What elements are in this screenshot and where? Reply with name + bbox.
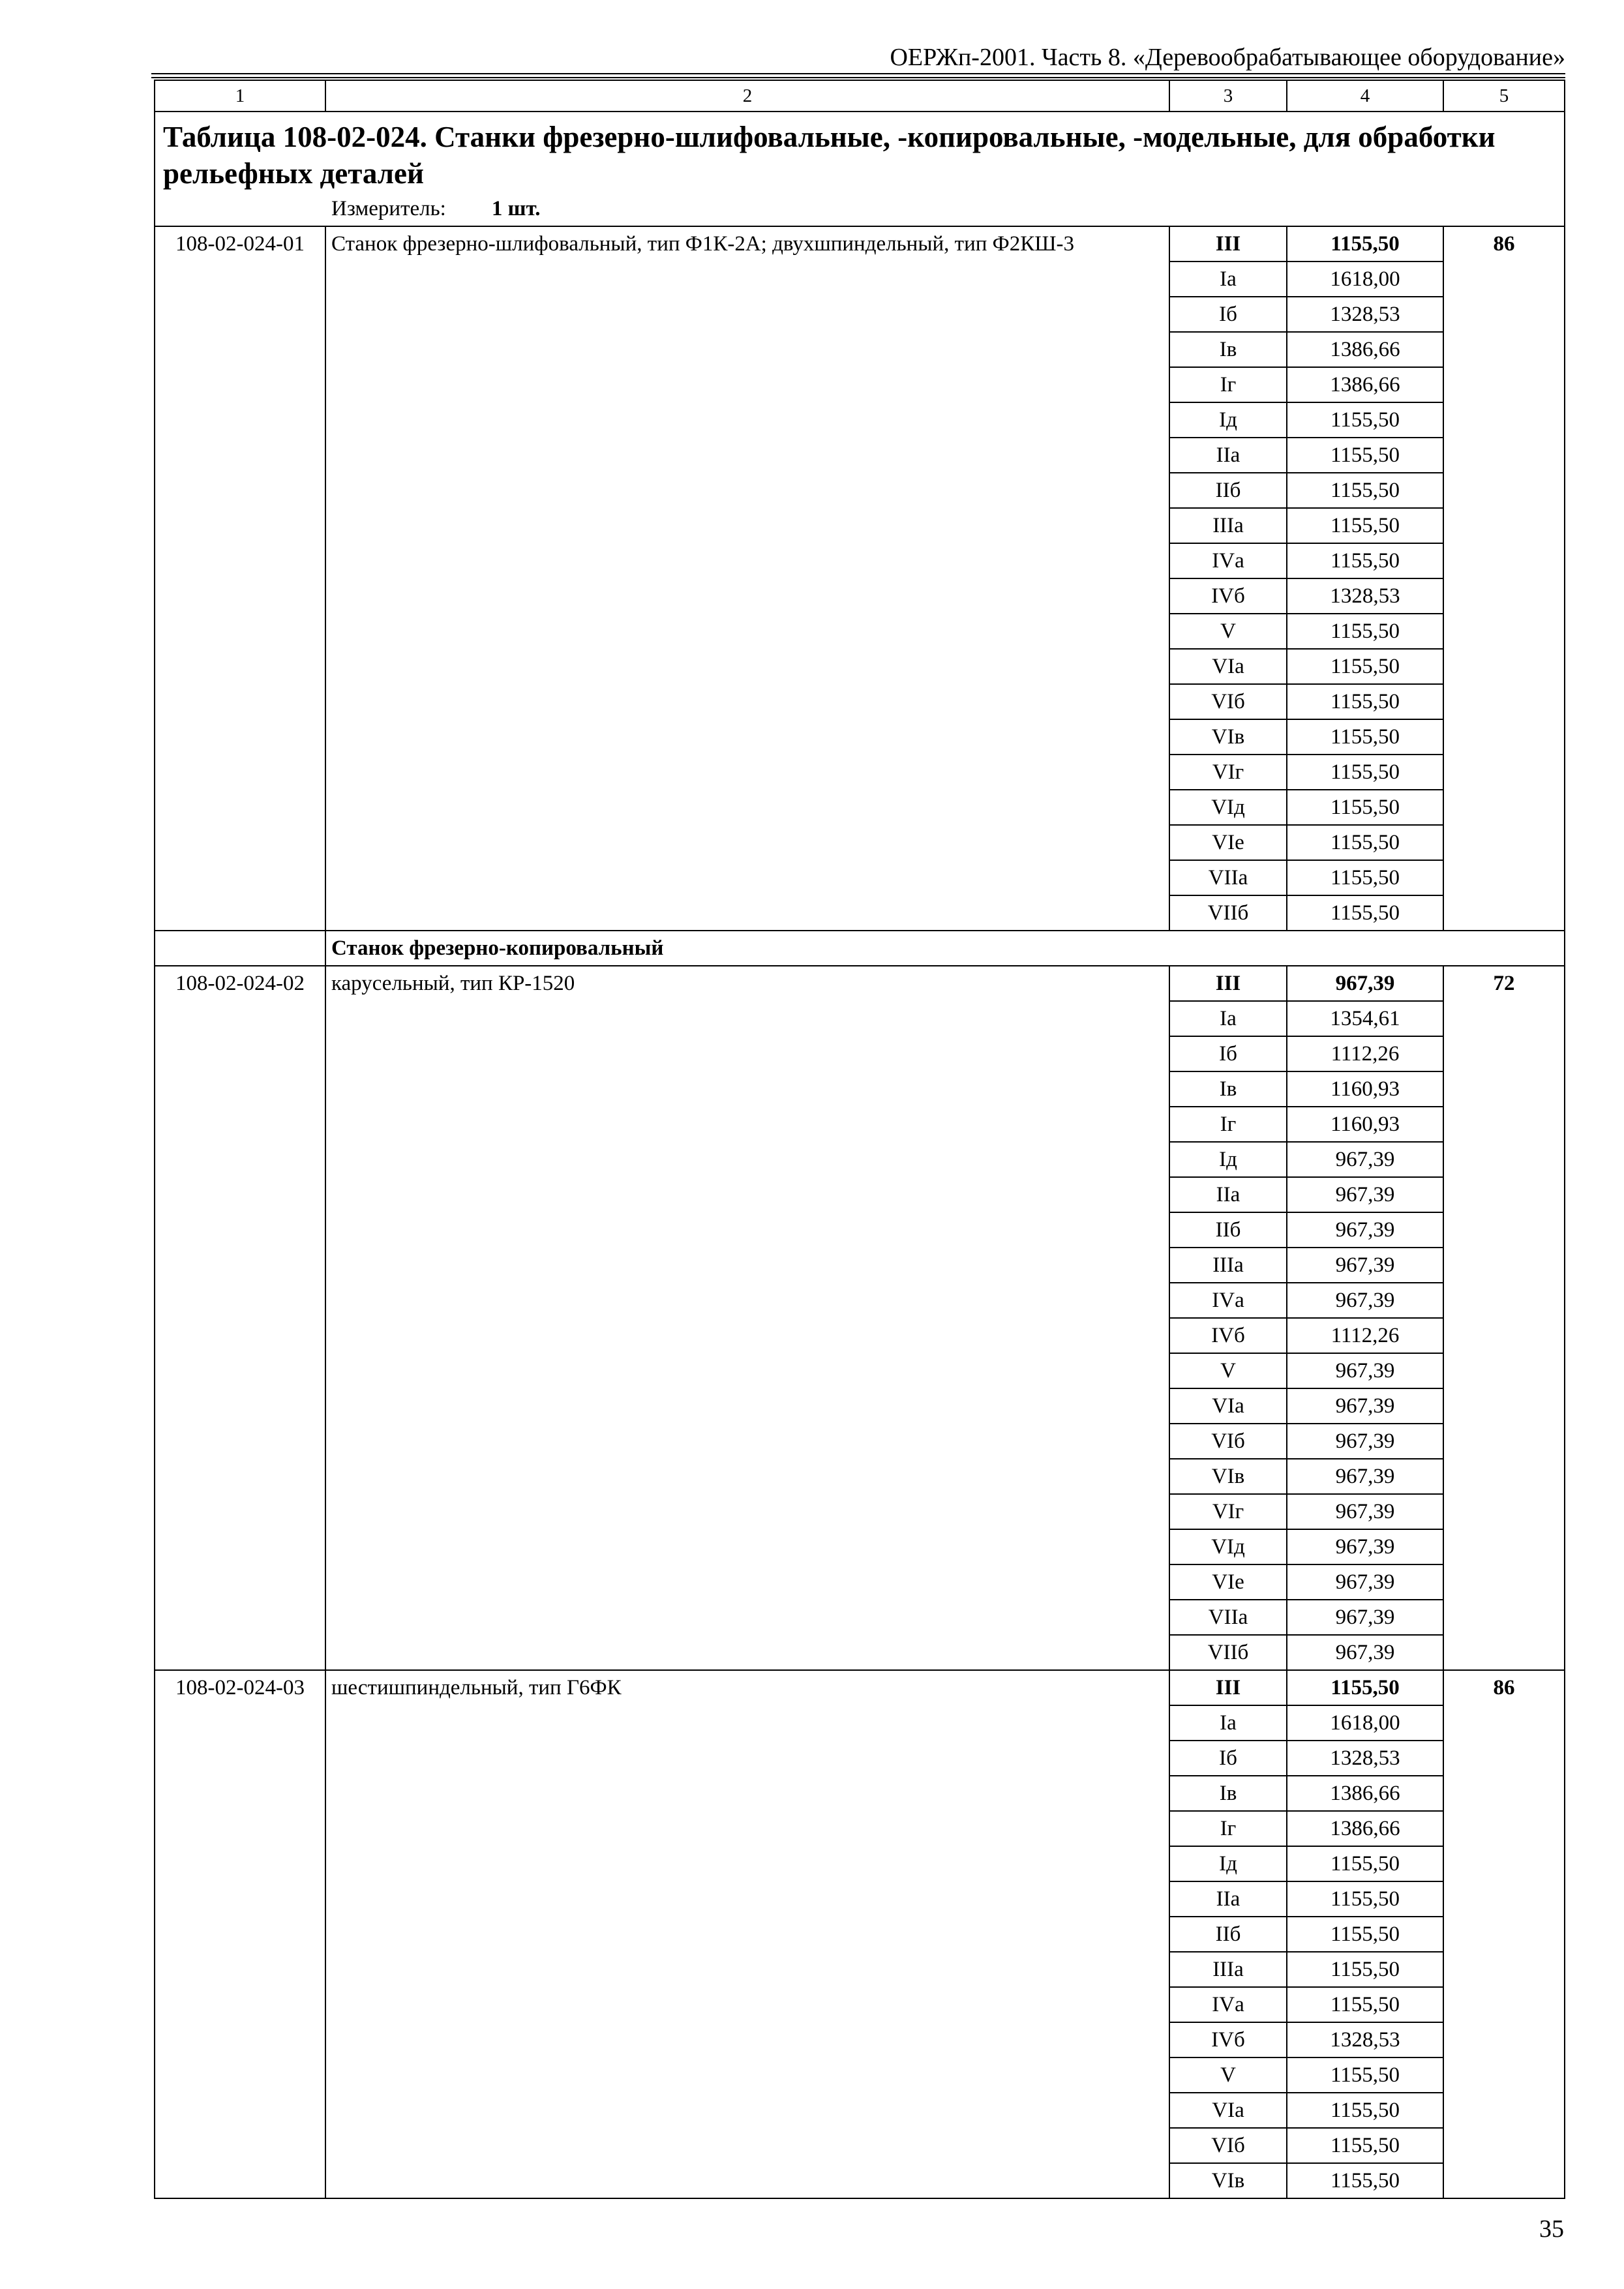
region-code: Iб: [1169, 1036, 1287, 1071]
price-value: 1155,50: [1287, 543, 1443, 578]
price-value: 1386,66: [1287, 1811, 1443, 1846]
table-title-row: [155, 112, 1565, 192]
header-rule: [151, 73, 1565, 78]
price-value: 1155,50: [1287, 1670, 1443, 1705]
price-value: 1386,66: [1287, 332, 1443, 367]
region-code: IIа: [1169, 1881, 1287, 1917]
price-value: 1155,50: [1287, 614, 1443, 649]
price-value: 1155,50: [1287, 1987, 1443, 2022]
meter-cell: [155, 192, 1565, 226]
price-value: 1155,50: [1287, 2057, 1443, 2093]
item-description: Станок фрезерно-шлифовальный, тип Ф1К-2А; двухшпиндельный, тип Ф2КШ-3: [325, 226, 1169, 931]
region-code: Iа: [1169, 1705, 1287, 1741]
price-value: 1618,00: [1287, 262, 1443, 297]
region-code: VIIа: [1169, 1600, 1287, 1635]
price-value: 1328,53: [1287, 2022, 1443, 2057]
region-code: Iг: [1169, 367, 1287, 402]
item-description: карусельный, тип КР-1520: [325, 966, 1169, 1670]
region-code: IVа: [1169, 1283, 1287, 1318]
item-code: 108-02-024-01: [155, 226, 325, 931]
region-code: Iв: [1169, 1776, 1287, 1811]
region-code: V: [1169, 614, 1287, 649]
price-table-body: [155, 80, 1565, 2198]
region-code: VIIб: [1169, 1635, 1287, 1670]
region-code: VIб: [1169, 2128, 1287, 2163]
region-code: Iг: [1169, 1811, 1287, 1846]
region-code: VIд: [1169, 790, 1287, 825]
region-code: Iб: [1169, 1741, 1287, 1776]
region-code: Iд: [1169, 402, 1287, 438]
price-value: 1354,61: [1287, 1001, 1443, 1036]
region-code: VIе: [1169, 1564, 1287, 1600]
price-value: 1155,50: [1287, 1881, 1443, 1917]
column-number-row: [155, 80, 1565, 112]
region-code: Iб: [1169, 297, 1287, 332]
price-value: 1155,50: [1287, 1952, 1443, 1987]
price-value: 1328,53: [1287, 578, 1443, 614]
meter-row: [155, 192, 1565, 226]
subheading-row: [155, 931, 1565, 966]
table-title: Таблица 108-02-024. Станки фрезерно-шлифовальные, -копировальные, -модельные, для обработки рельефных деталей: [155, 112, 1565, 192]
region-code: VIг: [1169, 1494, 1287, 1529]
price-value: 967,39: [1287, 1600, 1443, 1635]
region-code: III: [1169, 966, 1287, 1001]
region-code: IIа: [1169, 1177, 1287, 1212]
meter-value: 1 шт.: [491, 197, 541, 220]
price-value: 1160,93: [1287, 1071, 1443, 1107]
price-value: 967,39: [1287, 1353, 1443, 1388]
price-value: 967,39: [1287, 1283, 1443, 1318]
region-code: IIIа: [1169, 1952, 1287, 1987]
region-code: III: [1169, 1670, 1287, 1705]
region-code: VIIа: [1169, 860, 1287, 895]
item-value-col5: 86: [1443, 226, 1565, 931]
region-code: VIг: [1169, 755, 1287, 790]
price-value: 1112,26: [1287, 1036, 1443, 1071]
price-value: 1618,00: [1287, 1705, 1443, 1741]
region-code: VIв: [1169, 719, 1287, 755]
price-value: 967,39: [1287, 1248, 1443, 1283]
table-row: [155, 226, 1565, 262]
price-value: 1155,50: [1287, 508, 1443, 543]
region-code: IIб: [1169, 1917, 1287, 1952]
price-value: 1155,50: [1287, 1846, 1443, 1881]
page-header: ОЕРЖп-2001. Часть 8. «Деревообрабатывающее оборудование»: [890, 44, 1565, 71]
price-value: 1155,50: [1287, 226, 1443, 262]
region-code: Iг: [1169, 1107, 1287, 1142]
price-value: 1155,50: [1287, 473, 1443, 508]
column-number: 4: [1287, 80, 1443, 112]
price-value: 1155,50: [1287, 825, 1443, 860]
region-code: VIа: [1169, 1388, 1287, 1424]
subheading: Станок фрезерно-копировальный: [325, 931, 1565, 966]
price-value: 967,39: [1287, 1177, 1443, 1212]
table-row: [155, 966, 1565, 1001]
region-code: Iа: [1169, 1001, 1287, 1036]
region-code: III: [1169, 226, 1287, 262]
price-value: 1155,50: [1287, 1917, 1443, 1952]
item-description: шестишпиндельный, тип Г6ФК: [325, 1670, 1169, 2198]
price-value: 1155,50: [1287, 2163, 1443, 2198]
price-value: 967,39: [1287, 1142, 1443, 1177]
column-number: 3: [1169, 80, 1287, 112]
region-code: Iа: [1169, 262, 1287, 297]
price-value: 1155,50: [1287, 860, 1443, 895]
item-code: 108-02-024-03: [155, 1670, 325, 2198]
region-code: VIа: [1169, 649, 1287, 684]
region-code: IVа: [1169, 1987, 1287, 2022]
price-table: [154, 80, 1565, 2199]
region-code: VIв: [1169, 2163, 1287, 2198]
price-value: 1155,50: [1287, 2093, 1443, 2128]
price-value: 1155,50: [1287, 719, 1443, 755]
price-value: 1155,50: [1287, 790, 1443, 825]
region-code: VIб: [1169, 684, 1287, 719]
column-number: 2: [325, 80, 1169, 112]
price-value: 1160,93: [1287, 1107, 1443, 1142]
region-code: Iд: [1169, 1846, 1287, 1881]
price-value: 967,39: [1287, 1529, 1443, 1564]
region-code: VIв: [1169, 1459, 1287, 1494]
item-value-col5: 86: [1443, 1670, 1565, 2198]
region-code: IVа: [1169, 543, 1287, 578]
price-value: 967,39: [1287, 1424, 1443, 1459]
price-value: 967,39: [1287, 1635, 1443, 1670]
price-value: 1155,50: [1287, 755, 1443, 790]
price-value: 1155,50: [1287, 402, 1443, 438]
region-code: Iв: [1169, 332, 1287, 367]
region-code: VIа: [1169, 2093, 1287, 2128]
region-code: IVб: [1169, 1318, 1287, 1353]
price-value: 967,39: [1287, 1459, 1443, 1494]
price-value: 967,39: [1287, 1564, 1443, 1600]
region-code: Iв: [1169, 1071, 1287, 1107]
price-value: 1328,53: [1287, 297, 1443, 332]
price-value: 1155,50: [1287, 2128, 1443, 2163]
region-code: IIIа: [1169, 508, 1287, 543]
price-value: 1328,53: [1287, 1741, 1443, 1776]
region-code: IIб: [1169, 473, 1287, 508]
region-code: VIIб: [1169, 895, 1287, 931]
region-code: IIа: [1169, 438, 1287, 473]
region-code: Iд: [1169, 1142, 1287, 1177]
region-code: VIб: [1169, 1424, 1287, 1459]
region-code: IVб: [1169, 578, 1287, 614]
price-value: 967,39: [1287, 966, 1443, 1001]
table-row: [155, 1670, 1565, 1705]
price-value: 1155,50: [1287, 649, 1443, 684]
page-number: 35: [1539, 2215, 1564, 2243]
item-value-col5: 72: [1443, 966, 1565, 1670]
region-code: VIе: [1169, 825, 1287, 860]
region-code: V: [1169, 1353, 1287, 1388]
price-value: 1386,66: [1287, 367, 1443, 402]
region-code: V: [1169, 2057, 1287, 2093]
price-value: 967,39: [1287, 1494, 1443, 1529]
region-code: IIIа: [1169, 1248, 1287, 1283]
item-code: 108-02-024-02: [155, 966, 325, 1670]
price-value: 967,39: [1287, 1212, 1443, 1248]
price-value: 1112,26: [1287, 1318, 1443, 1353]
price-value: 1155,50: [1287, 438, 1443, 473]
column-number: 1: [155, 80, 325, 112]
price-value: 1155,50: [1287, 684, 1443, 719]
column-number: 5: [1443, 80, 1565, 112]
region-code: IVб: [1169, 2022, 1287, 2057]
region-code: IIб: [1169, 1212, 1287, 1248]
meter-label: Измеритель:: [331, 197, 446, 220]
price-value: 967,39: [1287, 1388, 1443, 1424]
price-value: 1386,66: [1287, 1776, 1443, 1811]
region-code: VIд: [1169, 1529, 1287, 1564]
price-value: 1155,50: [1287, 895, 1443, 931]
subheading-spacer: [155, 931, 325, 966]
